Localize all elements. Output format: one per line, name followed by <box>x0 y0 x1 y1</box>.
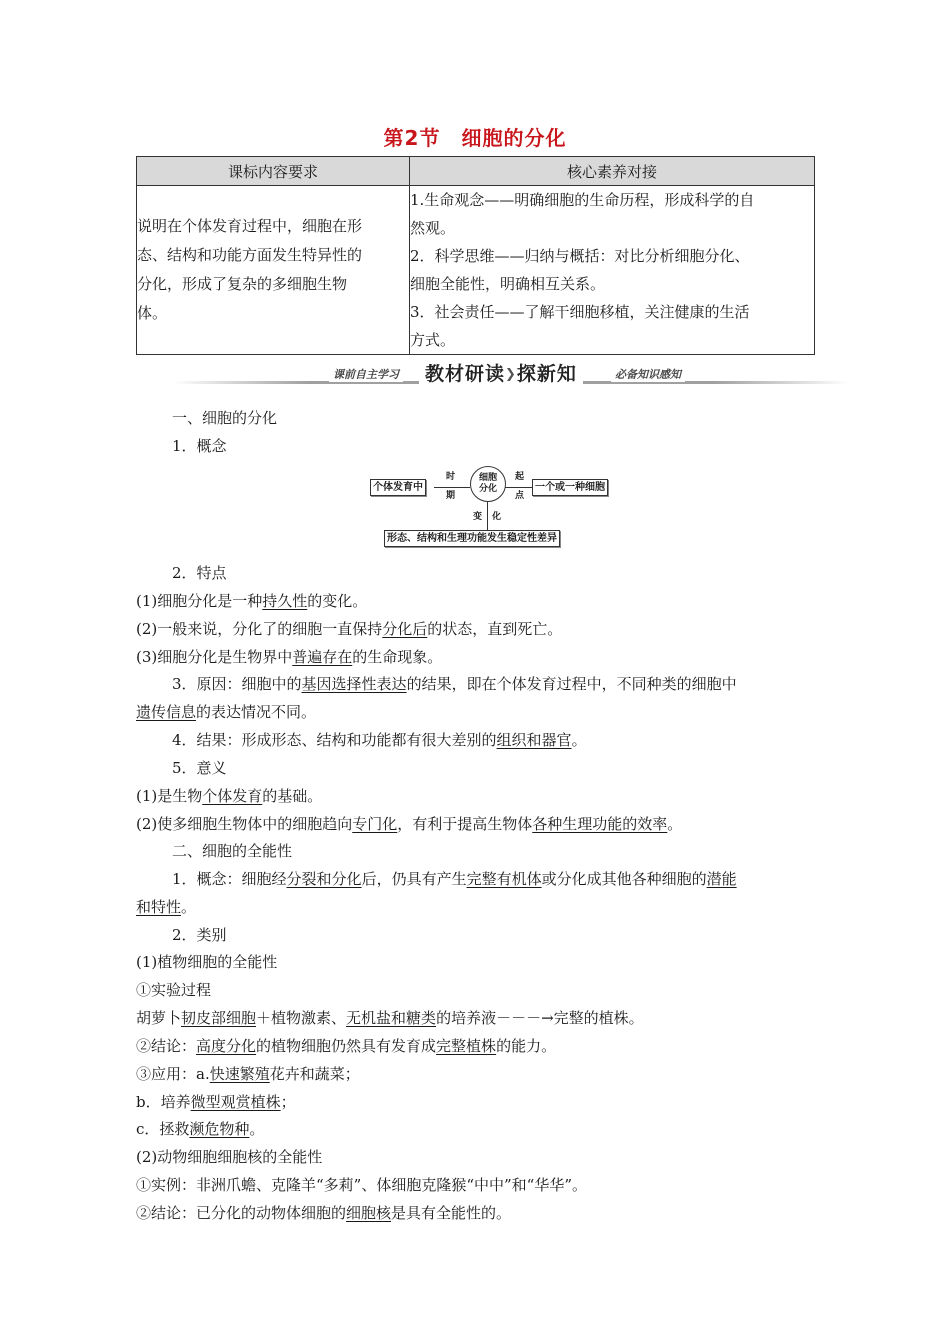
heading-types: 2．类别 <box>172 926 227 944</box>
underlined-answer: 组织和器官 <box>496 731 572 749</box>
text: 。 <box>667 815 683 833</box>
text: 。 <box>571 731 587 749</box>
text: 的结果，即在个体发育过程中，不同种类的细胞中 <box>406 675 737 693</box>
experiment-heading: ①实验过程 <box>136 981 212 999</box>
underlined-answer: 韧皮部细胞 <box>181 1009 257 1027</box>
diagram-box-period: 个体发育中 <box>370 479 426 496</box>
diagram-label: 点 <box>515 491 525 501</box>
underlined-answer: 专门化 <box>352 815 398 833</box>
banner-title-b: 探新知 <box>516 363 577 385</box>
page-title: 第2节 细胞的分化 <box>383 126 567 150</box>
text: 是具有全能性的。 <box>391 1204 512 1222</box>
table-header-right: 核心素养对接 <box>410 157 815 186</box>
text: 4．结果：形成形态、结构和功能都有很大差别的 <box>172 731 497 749</box>
requirement-line: 体。 <box>137 304 168 322</box>
competency-line: 方式。 <box>410 331 456 349</box>
competency-line: 1.生命观念——明确细胞的生命历程，形成科学的自 <box>410 191 755 209</box>
totipotency-concept-line-1 <box>172 869 862 889</box>
diagram-center-circle <box>470 466 506 502</box>
experiment-line <box>136 1008 826 1028</box>
text: 的植物细胞仍然具有发育成 <box>256 1037 437 1055</box>
text: ②结论： <box>136 1037 197 1055</box>
text: ＋植物激素、 <box>256 1009 347 1027</box>
heading-differentiation: 一、细胞的分化 <box>172 409 278 427</box>
text: ； <box>280 1093 296 1111</box>
text: 的表达情况不同。 <box>196 703 317 721</box>
cause-line-2 <box>136 702 826 722</box>
text: (3)细胞分化是生物界中 <box>136 648 293 666</box>
text: (1)细胞分化是一种 <box>136 592 263 610</box>
diagram-connector <box>434 487 470 488</box>
requirements-cell <box>137 186 410 355</box>
diagram-label: 变 <box>473 512 483 522</box>
underlined-answer: 完整植株 <box>436 1037 497 1055</box>
text: 的基础。 <box>262 787 323 805</box>
underlined-answer: 和特性 <box>136 898 182 916</box>
competency-line: 2．科学思维——归纳与概括：对比分析细胞分化、 <box>410 247 750 265</box>
text: 1．概念：细胞经 <box>172 870 287 888</box>
text: 后，仍具有产生 <box>361 870 467 888</box>
feature-line-2 <box>136 619 826 639</box>
text: 的生命现象。 <box>352 648 443 666</box>
diagram-label: 化 <box>492 512 502 522</box>
diagram-center-text: 分化 <box>478 484 497 494</box>
underlined-answer: 基因选择性表达 <box>301 675 407 693</box>
table-header-left: 课标内容要求 <box>137 157 410 186</box>
heading-significance: 5．意义 <box>172 759 227 777</box>
diagram-label: 起 <box>515 472 525 482</box>
requirement-line: 分化，形成了复杂的多细胞生物 <box>137 275 348 293</box>
text: c．拯救 <box>136 1120 190 1138</box>
section-banner <box>173 359 849 391</box>
underlined-answer: 无机盐和糖类 <box>346 1009 437 1027</box>
underlined-answer: 濒危物种 <box>189 1120 250 1138</box>
underlined-answer: 分化后 <box>382 620 428 638</box>
conclusion-line <box>136 1036 826 1056</box>
text: 或分化成其他各种细胞的 <box>541 870 707 888</box>
underlined-answer: 持久性 <box>262 592 308 610</box>
text: 3．原因：细胞中的 <box>172 675 302 693</box>
diagram-label: 期 <box>446 491 456 501</box>
competency-cell <box>410 186 815 355</box>
underlined-answer: 潜能 <box>706 870 737 888</box>
underlined-answer: 完整有机体 <box>466 870 542 888</box>
cause-line-1 <box>172 674 862 694</box>
significance-line-2 <box>136 814 826 834</box>
underlined-answer: 各种生理功能的效率 <box>532 815 668 833</box>
feature-line-1 <box>136 591 826 611</box>
underlined-answer: 遗传信息 <box>136 703 197 721</box>
diagram-connector <box>504 487 532 488</box>
application-line-c <box>136 1119 826 1139</box>
underlined-answer: 微型观赏植株 <box>190 1093 281 1111</box>
diagram-box-origin: 一个或一种细胞 <box>532 479 608 496</box>
underlined-answer: 细胞核 <box>346 1204 392 1222</box>
feature-line-3 <box>136 647 826 667</box>
heading-concept: 1．概念 <box>172 437 227 455</box>
animal-conclusion-line <box>136 1203 826 1223</box>
banner-right-label: 必备知识感知 <box>611 366 685 382</box>
example-line: ①实例：非洲爪蟾、克隆羊“多莉”、体细胞克隆猴“中中”和“华华”。 <box>136 1176 588 1194</box>
result-line <box>172 730 862 750</box>
heading-totipotency: 二、细胞的全能性 <box>172 842 293 860</box>
competency-line: 3．社会责任——了解干细胞移植，关注健康的生活 <box>410 303 750 321</box>
animal-totipotency-heading: (2)动物细胞细胞核的全能性 <box>136 1148 323 1166</box>
chevron-right-icon: ❯ <box>505 367 517 382</box>
totipotency-concept-line-2 <box>136 897 826 917</box>
text: 的变化。 <box>307 592 368 610</box>
text: 的能力。 <box>496 1037 557 1055</box>
significance-line-1 <box>136 786 826 806</box>
competency-line: 然观。 <box>410 219 456 237</box>
diagram-box-result: 形态、结构和生理功能发生稳定性差异 <box>384 530 560 547</box>
application-line-a <box>136 1064 826 1084</box>
text: ②结论：已分化的动物体细胞的 <box>136 1204 347 1222</box>
diagram-center-text: 细胞 <box>478 473 497 483</box>
text: b．培养 <box>136 1093 191 1111</box>
plant-totipotency-heading: (1)植物细胞的全能性 <box>136 953 278 971</box>
text: (1)是生物 <box>136 787 203 805</box>
text: ③应用：a. <box>136 1065 210 1083</box>
underlined-answer: 快速繁殖 <box>209 1065 270 1083</box>
text: 花卉和蔬菜； <box>269 1065 360 1083</box>
text: 。 <box>181 898 197 916</box>
diagram-label: 时 <box>446 472 456 482</box>
heading-features: 2．特点 <box>172 564 227 582</box>
text: (2)一般来说，分化了的细胞一直保持 <box>136 620 383 638</box>
competency-line: 细胞全能性，明确相互关系。 <box>410 275 606 293</box>
standards-table <box>136 156 815 355</box>
text: 的培养液－－－→完整的植株。 <box>436 1009 644 1027</box>
text: (2)使多细胞生物体中的细胞趋向 <box>136 815 353 833</box>
requirement-line: 说明在个体发育过程中，细胞在形 <box>137 217 363 235</box>
banner-title <box>419 359 583 386</box>
banner-left-label: 课前自主学习 <box>329 366 403 382</box>
underlined-answer: 个体发育 <box>202 787 263 805</box>
text: 胡萝卜 <box>136 1009 182 1027</box>
underlined-answer: 分裂和分化 <box>286 870 362 888</box>
banner-title-a: 教材研读 <box>425 363 506 385</box>
text: 的状态，直到死亡。 <box>427 620 563 638</box>
requirement-line: 态、结构和功能方面发生特异性的 <box>137 246 363 264</box>
underlined-answer: 高度分化 <box>196 1037 257 1055</box>
concept-diagram <box>370 464 618 550</box>
application-line-b <box>136 1092 826 1112</box>
underlined-answer: 普遍存在 <box>292 648 353 666</box>
text: 。 <box>249 1120 265 1138</box>
text: ，有利于提高生物体 <box>397 815 533 833</box>
